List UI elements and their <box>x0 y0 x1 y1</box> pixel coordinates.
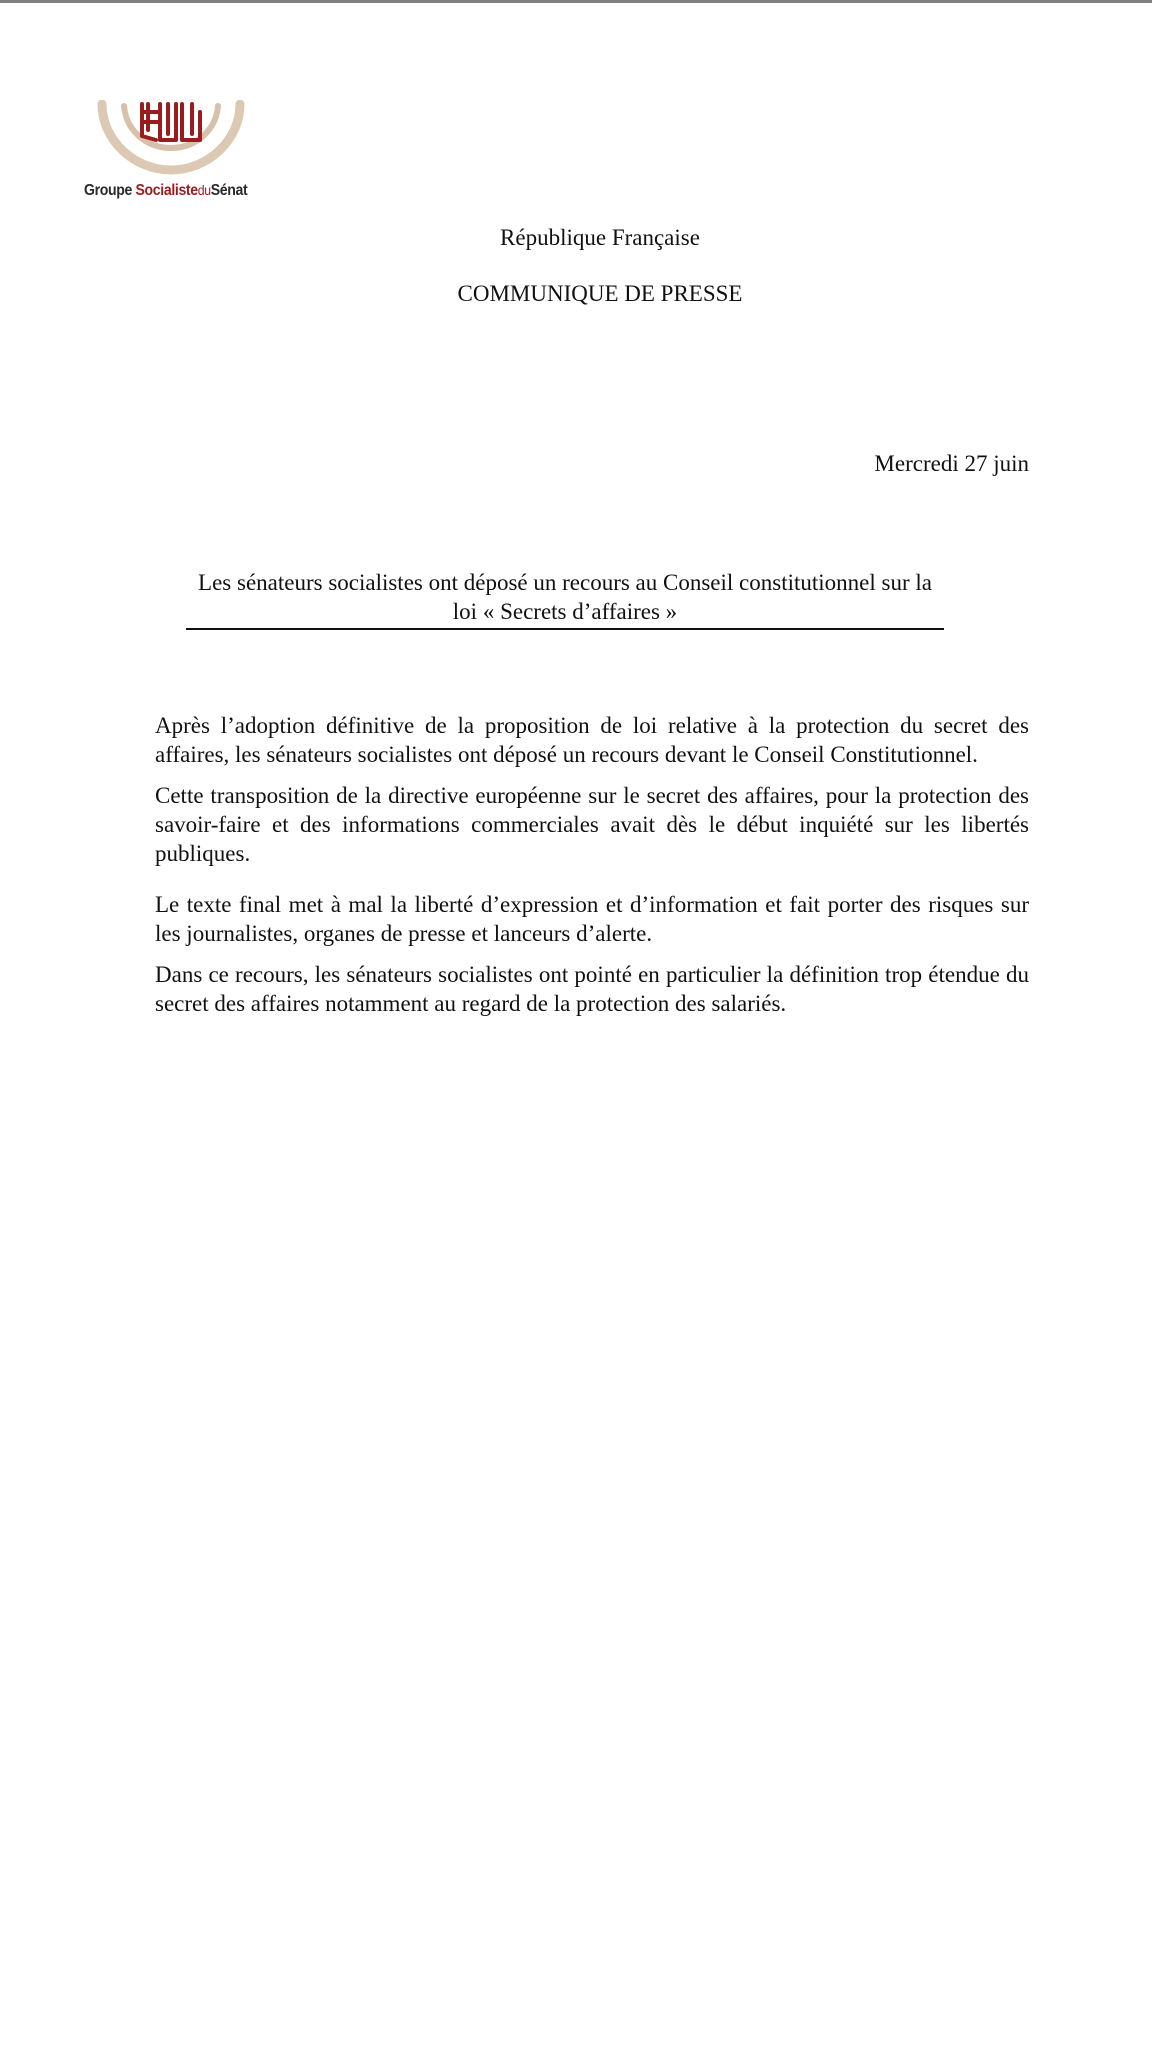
logo-wordmark <box>84 182 247 200</box>
logo-word-senat: Sénat <box>210 182 248 199</box>
paragraph: Dans ce recours, les sénateurs socialistes ont pointé en particulier la définition trop étendue du secret des affaires notamment au regard de la protection des salariés. <box>155 962 1029 1016</box>
press-release-heading: COMMUNIQUE DE PRESSE <box>457 281 743 306</box>
logo-word-du: du <box>197 182 211 198</box>
paragraph: Cette transposition de la directive européenne sur le secret des affaires, pour la protection des savoir-faire et des informations commerciales avait dès le début inquiété sur les libertés publiques. <box>155 783 1029 866</box>
top-border <box>0 0 1152 3</box>
headline: Les sénateurs socialistes ont déposé un recours au Conseil constitutionnel sur la loi « Secrets d’affaires » <box>186 568 944 630</box>
republic-heading: République Française <box>500 225 700 250</box>
group-logo <box>84 100 254 210</box>
logo-word-socialiste: Socialiste <box>135 182 198 199</box>
release-date: Mercredi 27 juin <box>874 451 1029 476</box>
paragraph: Après l’adoption définitive de la proposition de loi relative à la protection du secret des affaires, les sénateurs socialistes ont déposé un recours devant le Conseil Constitutionnel. <box>155 713 1029 767</box>
senate-emblem-icon <box>96 100 246 180</box>
logo-word-groupe: Groupe <box>84 182 132 199</box>
paragraph: Le texte final met à mal la liberté d’expression et d’information et fait porter des risques sur les journalistes, organes de presse et lanceurs d’alerte. <box>155 892 1029 946</box>
body-text <box>155 711 1029 1018</box>
